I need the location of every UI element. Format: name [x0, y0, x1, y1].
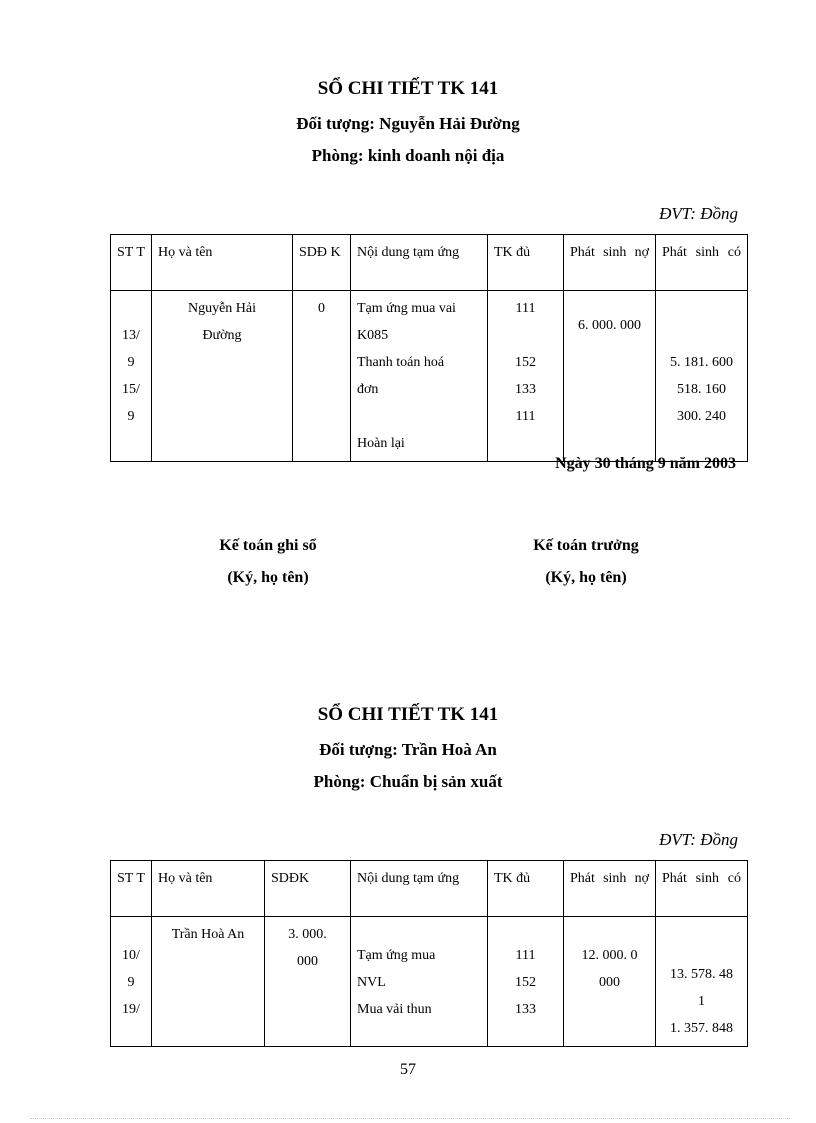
cell-credit: 5. 181. 600 518. 160 300. 240	[656, 291, 748, 462]
section1-unit: ĐVT: Đồng	[659, 204, 738, 223]
cell-debit: 6. 000. 000	[564, 291, 656, 462]
cell-tk: 111 152 133 111	[488, 291, 564, 462]
table-header-row	[111, 235, 748, 291]
table-row	[111, 291, 748, 462]
header-tk: TK đủ	[488, 861, 564, 917]
cell-debit: 12. 000. 0 000	[564, 917, 656, 1047]
header-content: Nội dung tạm ứng	[351, 235, 488, 291]
table-header-row	[111, 861, 748, 917]
header-credit: Phát sinh có	[656, 861, 748, 917]
section1-subject: Đối tượng: Nguyễn Hải Đường	[296, 114, 520, 133]
cell-sddk: 3. 000. 000	[265, 917, 351, 1047]
header-name: Họ và tên	[152, 235, 293, 291]
header-stt: ST T	[111, 861, 152, 917]
section2-department: Phòng: Chuẩn bị sản xuất	[313, 772, 503, 791]
cell-name: Trần Hoà An	[152, 917, 265, 1047]
signature-right-note: (Ký, họ tên)	[545, 569, 627, 586]
table-row	[111, 917, 748, 1047]
header-content: Nội dung tạm ứng	[351, 861, 488, 917]
section1-department: Phòng: kinh doanh nội địa	[311, 146, 505, 165]
cell-credit: 13. 578. 48 1 1. 357. 848	[656, 917, 748, 1047]
signature-left-title: Kế toán ghi sổ	[219, 537, 317, 554]
section2-title: SỔ CHI TIẾT TK 141	[317, 704, 499, 725]
section1-ledger-table	[110, 234, 748, 462]
cell-content: Tạm ứng mua NVL Mua vải thun	[351, 917, 488, 1047]
cell-sddk: 0	[293, 291, 351, 462]
cell-content: Tạm ứng mua vai K085 Thanh toán hoá đơn Hoàn lại	[351, 291, 488, 462]
cell-name: Nguyễn Hải Đường	[152, 291, 293, 462]
signature-left-note: (Ký, họ tên)	[227, 569, 309, 586]
header-name: Họ và tên	[152, 861, 265, 917]
section2-unit: ĐVT: Đồng	[659, 830, 738, 849]
header-debit: Phát sinh nợ	[564, 861, 656, 917]
header-sddk: SDĐ K	[293, 235, 351, 291]
section2-subject: Đối tượng: Trần Hoà An	[319, 740, 497, 759]
header-sddk: SDĐK	[265, 861, 351, 917]
signature-right-title: Kế toán trưởng	[533, 537, 639, 554]
header-tk: TK đủ	[488, 235, 564, 291]
header-debit: Phát sinh nợ	[564, 235, 656, 291]
header-stt: ST T	[111, 235, 152, 291]
section1-title: SỔ CHI TIẾT TK 141	[317, 78, 499, 99]
header-credit: Phát sinh có	[656, 235, 748, 291]
date-line: Ngày 30 tháng 9 năm 2003	[555, 455, 736, 472]
cell-stt: 13/ 9 15/ 9	[111, 291, 152, 462]
cell-tk: 111 152 133	[488, 917, 564, 1047]
cell-stt: 10/ 9 19/	[111, 917, 152, 1047]
page-bottom-divider	[30, 1118, 790, 1119]
page-number: 57	[400, 1061, 416, 1078]
section2-ledger-table	[110, 860, 748, 1047]
